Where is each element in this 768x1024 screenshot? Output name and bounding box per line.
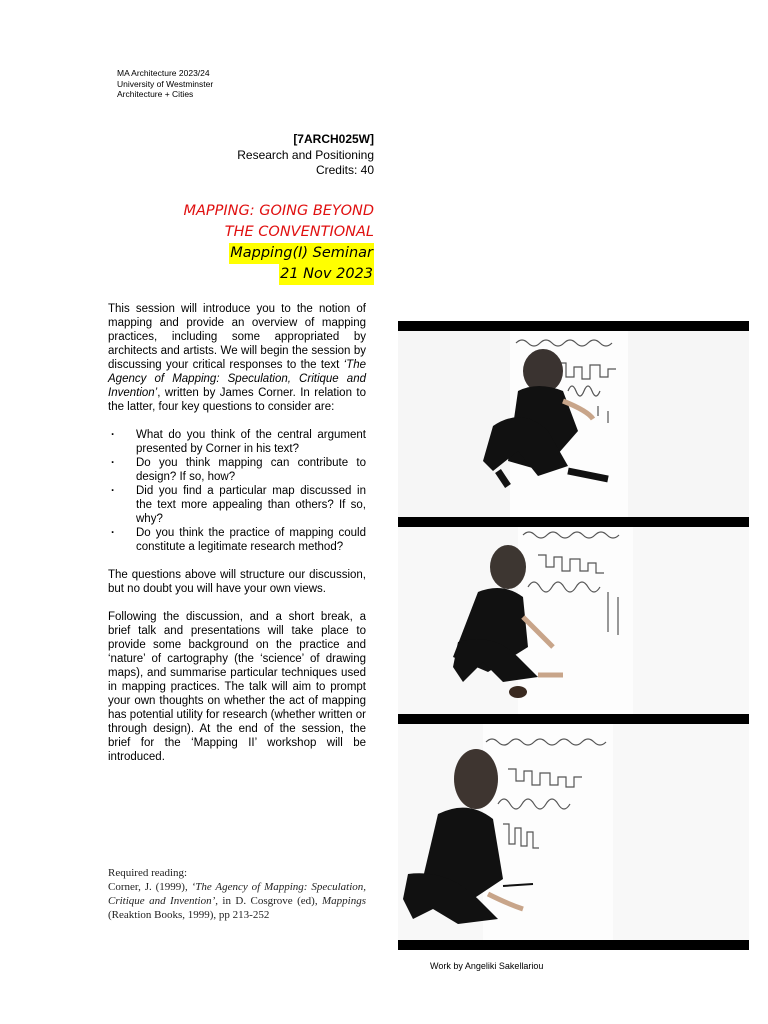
question-item: · Do you think the practice of mapping could constitute a legitimate research method? [108,526,366,554]
reading-heading: Required reading: [108,867,188,879]
course-code: [7ARCH025W] [293,132,374,146]
title-line-1: MAPPING: GOING BEYOND [183,203,374,219]
course-info [237,132,374,179]
talk-paragraph: Following the discussion, and a short break, a brief talk and presentations will take place to provide some background on the practice and ‘nature’ of cartography (the ‘science’ of drawing maps), and summarise particular techniques used in mapping practices. The talk will aim to prompt your own thoughts on whether the act of mapping has potential utility for research (whether written or through design). At the end of the session, the brief for the ‘Mapping II’ workshop will be introduced. [108,611,366,763]
header-line-3: Architecture + Cities [117,89,194,99]
intro-paragraph [108,302,366,414]
artist-drawing-photo-3 [398,724,749,940]
citation-title: ‘The Agency of Mapping: Speculation, Critique and Invention’ [108,881,367,907]
photo-panel-3 [398,714,749,950]
citation-author: Corner, J. (1999), [108,881,192,893]
citation-book: Mappings [322,895,366,907]
question-item: · What do you think of the central argument presented by Corner in his text? [108,428,366,456]
seminar-label: Mapping(I) Seminar [229,243,374,264]
question-item: · Did you find a particular map discussed in the text more appealing than others? If so, why? [108,484,366,526]
session-titles [183,201,374,285]
seminar-date: 21 Nov 2023 [279,264,374,285]
artist-drawing-photo-2 [398,527,749,717]
citation-publisher: (Reaktion Books, 1999), pp 213-252 [108,909,270,921]
photo-panel-2 [398,517,749,727]
course-credits: Credits: 40 [315,163,374,177]
reading-citation [108,880,366,922]
title-line-2: THE CONVENTIONAL [224,224,374,240]
required-reading [108,866,366,922]
discussion-paragraph: The questions above will structure our discussion, but no doubt you will have your own views. [108,569,366,595]
header-line-1: MA Architecture 2023/24 [117,68,210,78]
program-header [117,68,213,100]
session-description [108,302,366,778]
intro-text-1: This session will introduce you to the notion of mapping and provide an overview of mapping practices, including some appropriated by architects and artists. We will begin the session by discussing your critical responses to the text [108,303,366,371]
intro-text-title: ‘The Agency of Mapping: Speculation, Critique and Invention’ [108,359,366,399]
photo-panel-1 [398,321,749,529]
header-line-2: University of Westminster [117,78,214,89]
image-caption: Work by Angeliki Sakellariou [430,961,544,971]
question-item: · Do you think mapping can contribute to design? If so, how? [108,456,366,484]
intro-text-2: , written by James Corner. In relation to the latter, four key questions to consider are: [108,387,366,413]
artist-drawing-photo-1 [398,331,749,519]
course-name: Research and Positioning [237,147,374,162]
citation-editor: , in D. Cosgrove (ed), [215,895,322,907]
question-list [108,428,366,554]
